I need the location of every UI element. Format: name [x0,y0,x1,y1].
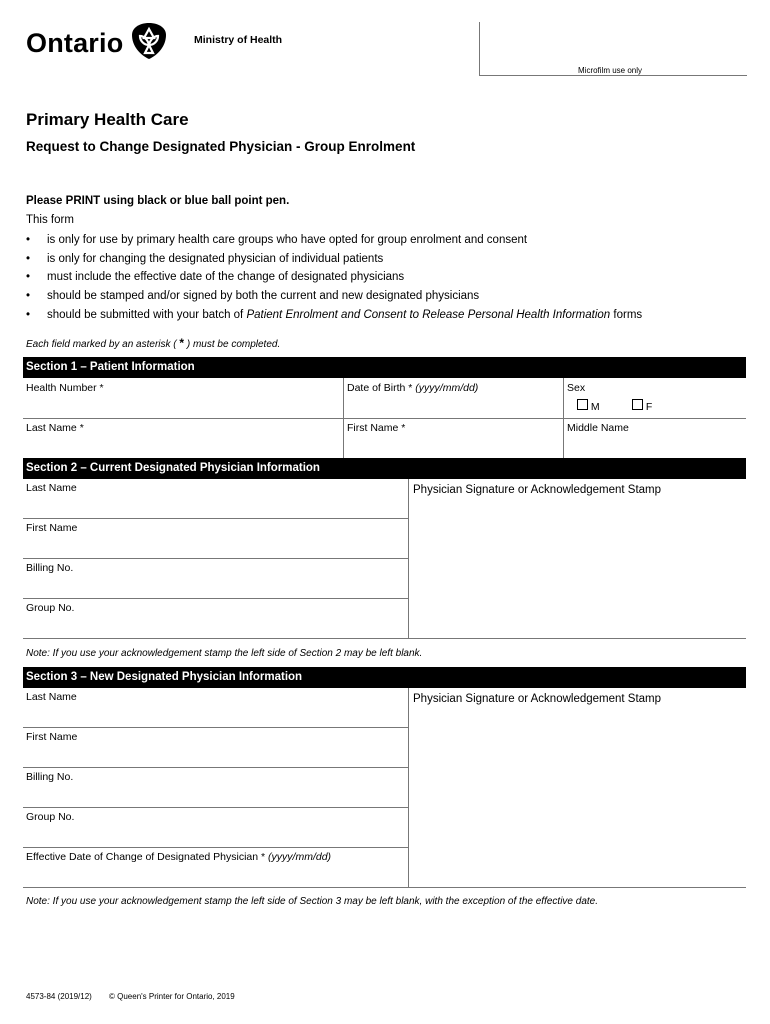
section2-header: Section 2 – Current Designated Physician Information [23,458,746,479]
section3-note: Note: If you use your acknowledgement stamp the left side of Section 3 may be left blank, with the exception of the effective date. [26,896,598,907]
instructions-intro: This form [26,214,74,226]
divider [563,378,564,458]
divider [23,767,408,768]
copyright: © Queen's Printer for Ontario, 2019 [109,992,235,1001]
print-instruction: Please PRINT using black or blue ball point pen. [26,195,290,207]
section3-header: Section 3 – New Designated Physician Information [23,667,746,688]
divider [23,638,746,639]
sex-label: Sex [567,382,586,394]
current-billing-no-label: Billing No. [26,562,74,574]
new-signature-label: Physician Signature or Acknowledgement Stamp [413,693,662,705]
health-number-label: Health Number * [26,382,104,394]
divider [23,847,408,848]
divider [23,727,408,728]
current-last-name-label: Last Name [26,482,77,494]
list-item: • is only for use by primary health care groups who have opted for group enrolment and consent [26,234,528,246]
divider [23,558,408,559]
divider [23,418,746,419]
current-first-name-label: First Name [26,522,78,534]
divider [23,598,408,599]
sex-m-option[interactable]: M [577,399,600,413]
form-number: 4573-84 (2019/12) [26,992,92,1001]
divider [23,887,746,888]
new-billing-no-label: Billing No. [26,771,74,783]
new-group-no-label: Group No. [26,811,75,823]
ontario-logo-text: Ontario [26,28,124,58]
section2-note: Note: If you use your acknowledgement stamp the left side of Section 2 may be left blank. [26,648,423,659]
page-title: Primary Health Care [26,110,189,129]
new-last-name-label: Last Name [26,691,77,703]
current-signature-label: Physician Signature or Acknowledgement Stamp [413,484,662,496]
divider [408,688,409,887]
list-item: • should be stamped and/or signed by both the current and new designated physicians [26,290,480,303]
new-first-name-label: First Name [26,731,78,743]
patient-last-name-label: Last Name * [26,422,84,434]
patient-first-name-label: First Name * [347,422,406,434]
divider [408,479,409,638]
divider [23,807,408,808]
sex-f-option[interactable]: F [632,399,652,413]
list-item: • is only for changing the designated physician of individual patients [26,252,384,265]
list-item: • must include the effective date of the change of designated physicians [26,271,405,284]
instructions-list [26,233,642,326]
dob-label: Date of Birth * (yyyy/mm/dd) [347,382,479,394]
asterisk-note: Each field marked by an asterisk ( * ) must be completed. [26,336,281,350]
page-subtitle: Request to Change Designated Physician - Group Enrolment [26,139,416,154]
current-group-no-label: Group No. [26,602,75,614]
patient-middle-name-label: Middle Name [567,422,629,434]
divider [343,378,344,458]
microfilm-label: Microfilm use only [578,66,643,75]
divider [23,518,408,519]
effective-date-label: Effective Date of Change of Designated Physician * (yyyy/mm/dd) [26,851,332,863]
list-item: • should be submitted with your batch of Patient Enrolment and Consent to Release Personal Health Information forms [26,308,643,321]
ministry-name: Ministry of Health [194,34,283,46]
trillium-logo-icon [131,22,167,60]
section1-header: Section 1 – Patient Information [23,357,746,378]
sex-m-checkbox[interactable] [577,399,588,410]
sex-f-checkbox[interactable] [632,399,643,410]
